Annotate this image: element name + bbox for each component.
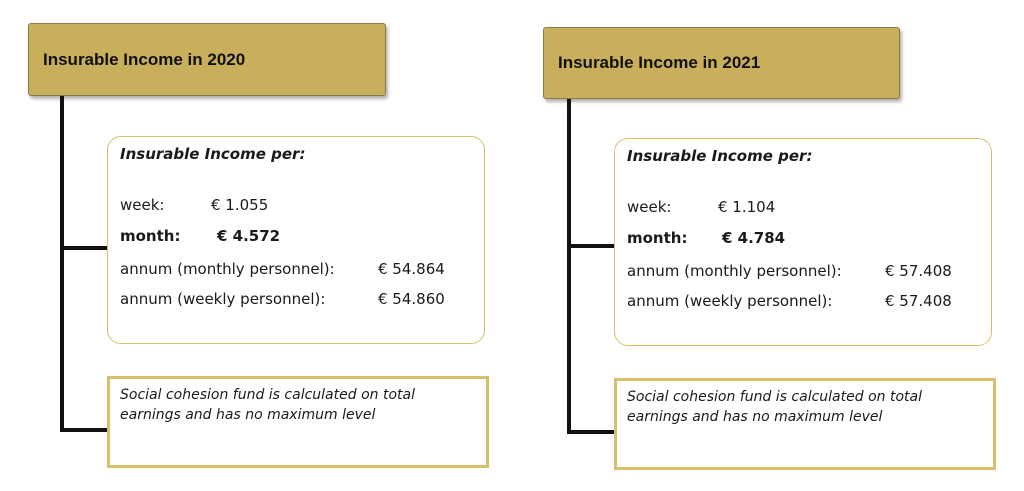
connector-to-card (567, 244, 615, 248)
row-value: € 57.408 (885, 262, 952, 280)
row-value: € 1.055 (211, 196, 269, 214)
row-value: € 4.784 (722, 229, 786, 247)
note-box (107, 376, 489, 468)
row-annum-monthly (627, 262, 952, 280)
panel-header (28, 23, 386, 96)
row-label: month: (627, 229, 688, 247)
row-annum-weekly (120, 290, 445, 308)
panel-header (543, 27, 900, 99)
row-value: € 54.864 (378, 260, 445, 278)
row-value: € 54.860 (378, 290, 445, 308)
connector-to-card (60, 246, 108, 250)
row-label: annum (monthly personnel): (627, 262, 842, 280)
connector-to-note (567, 430, 615, 434)
header-title: Insurable Income in 2021 (558, 53, 761, 72)
row-label: week: (120, 196, 165, 214)
income-card (107, 136, 485, 344)
row-month (627, 229, 786, 247)
row-label: annum (monthly personnel): (120, 260, 335, 278)
row-annum-weekly (627, 292, 952, 310)
card-title: Insurable Income per: (627, 147, 813, 165)
card-title: Insurable Income per: (120, 145, 306, 163)
row-label: week: (627, 198, 672, 216)
connector-vertical (60, 96, 64, 432)
row-value: € 4.572 (217, 227, 281, 245)
connector-vertical (567, 99, 571, 433)
row-label: annum (weekly personnel): (627, 292, 833, 310)
row-week (120, 196, 269, 214)
income-card (614, 138, 992, 346)
note-box (614, 378, 996, 470)
row-month (120, 227, 281, 245)
row-label: month: (120, 227, 181, 245)
connector-to-note (60, 428, 108, 432)
row-label: annum (weekly personnel): (120, 290, 326, 308)
row-annum-monthly (120, 260, 445, 278)
panel-2021 (512, 0, 1024, 491)
note-text: Social cohesion fund is calculated on total earnings and has no maximum level (120, 387, 415, 423)
row-value: € 1.104 (718, 198, 776, 216)
row-value: € 57.408 (885, 292, 952, 310)
row-week (627, 198, 776, 216)
note-text: Social cohesion fund is calculated on total earnings and has no maximum level (627, 389, 922, 425)
header-title: Insurable Income in 2020 (43, 49, 246, 69)
